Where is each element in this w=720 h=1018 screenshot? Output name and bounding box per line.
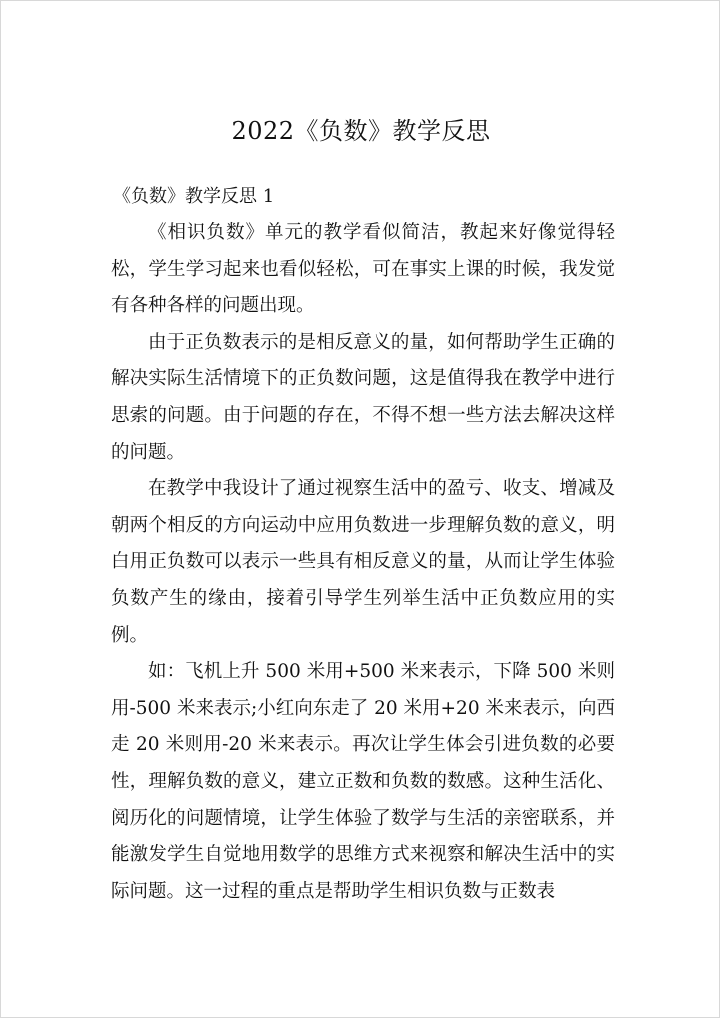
- paragraph-3: 在教学中我设计了通过视察生活中的盈亏、收支、增减及朝两个相反的方向运动中应用负数进一步理解负数的意义，明白用正负数可以表示一些具有相反意义的量，从而让学生体验负数产生的缘由，接着引导学生列举生活中正负数应用的实例。: [111, 478, 615, 646]
- section-heading: 《负数》教学反思 1: [113, 186, 275, 207]
- paragraph-2: 由于正负数表示的是相反意义的量，如何帮助学生正确的解决实际生活情境下的正负数问题，这是值得我在教学中进行思索的问题。由于问题的存在，不得不想一些方法去解决这样的问题。: [111, 331, 615, 463]
- paragraph-4: 如：飞机上升 500 米用+500 米来表示，下降 500 米则用-500 米来表示;小红向东走了 20 米用+20 米来表示，向西走 20 米则用-20 米来表示。再次让学生体会引进负数的必要性，理解负数的意义，建立正数和负数的数感。这种生活化、阅历化的问题情境，让学生体验了数学与生活的亲密联系，并能激发学生自觉地用数学的思维方式来视察和解决生活中的实际问题。这一过程的重点是帮助学生相识负数与正数表: [111, 661, 615, 902]
- document-body: [111, 215, 615, 910]
- paragraph-1: 《相识负数》单元的教学看似简洁，教起来好像觉得轻松，学生学习起来也看似轻松，可在事实上课的时候，我发觉有各种各样的问题出现。: [111, 222, 615, 317]
- document-title: 2022《负数》教学反思: [231, 117, 491, 145]
